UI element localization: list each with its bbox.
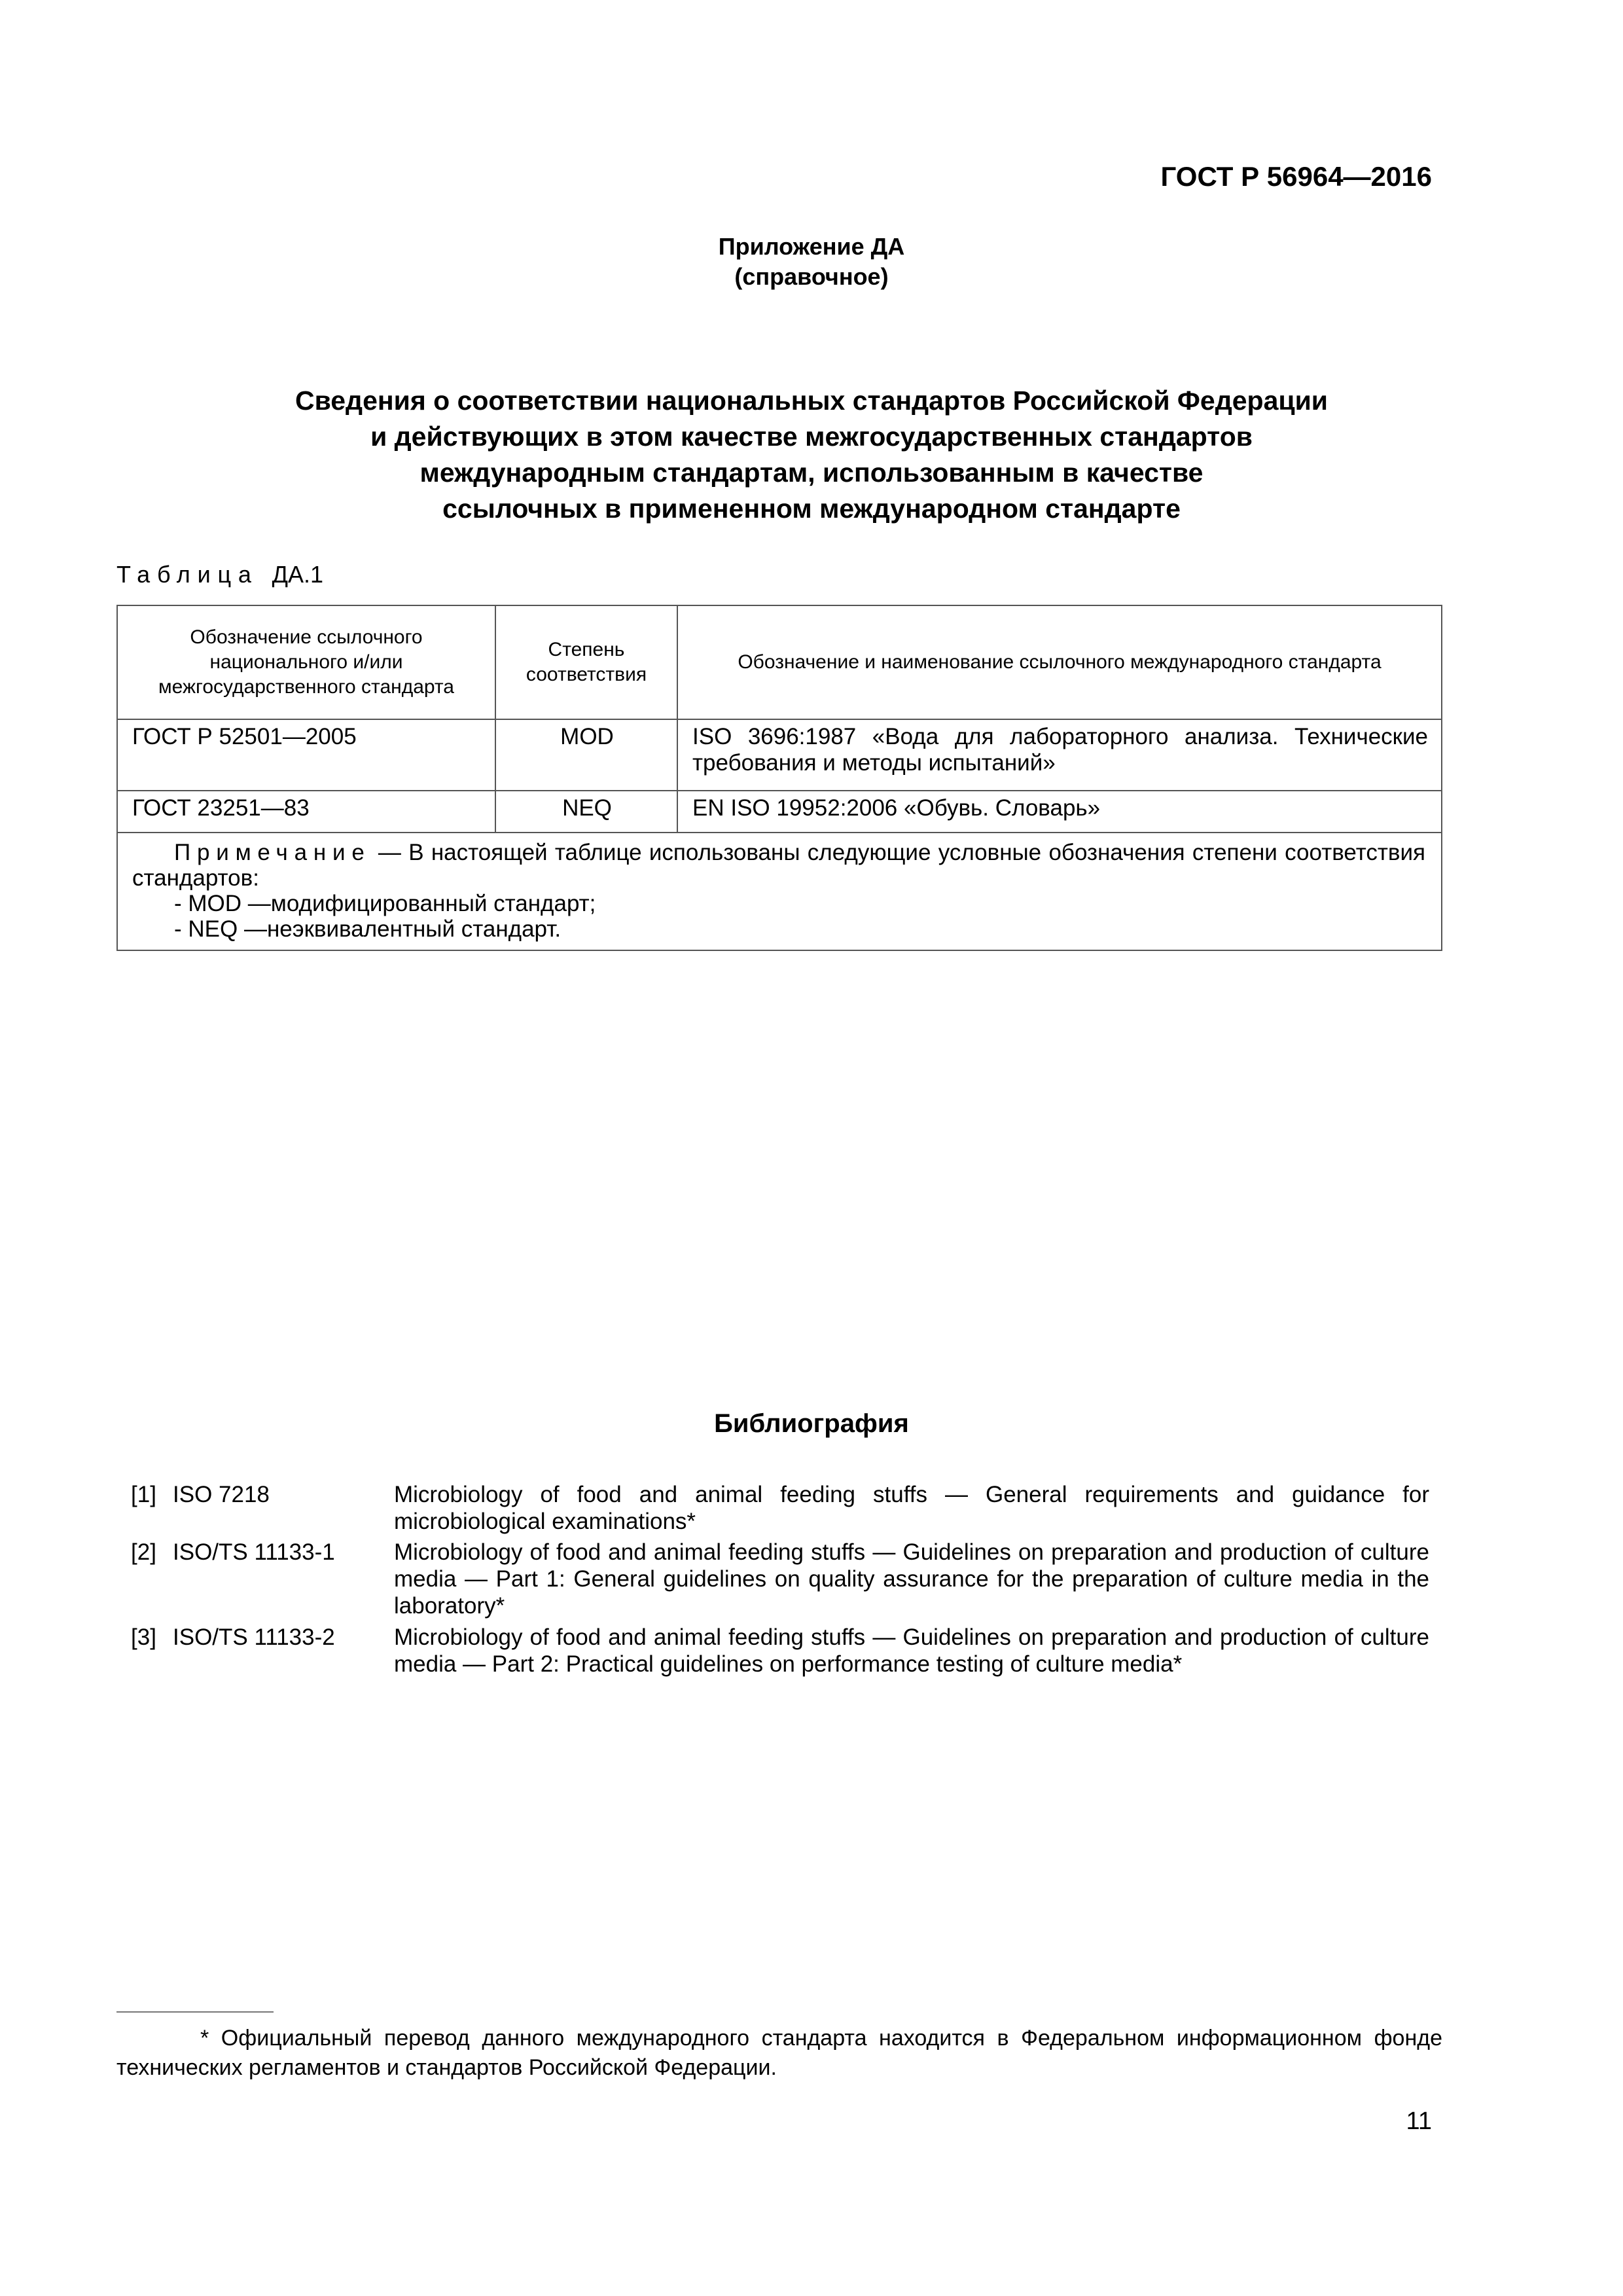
appendix-subtitle: (справочное) [734, 263, 889, 290]
bib-code: ISO/TS 11133-1 [173, 1539, 335, 1565]
bibliography-title: Библиография [714, 1409, 909, 1438]
table-row [117, 791, 1442, 833]
footnote-line: * Официальный перевод данного международного стандарта находится в Федеральном информационном [200, 2026, 1362, 2051]
table-caption [116, 561, 323, 588]
cell-international: ISO 3696:1987 «Вода для лабораторного анализа. Технические требования и методы испытаний» [677, 719, 1442, 791]
bib-code: ISO/TS 11133-2 [173, 1624, 335, 1650]
bib-text: Microbiology of food and animal feeding stuffs — Guidelines on preparation and production of culture media — Part 1: General guidelines on quality assurance for the preparation of culture media in the laboratory* [394, 1539, 1429, 1619]
bib-code: ISO 7218 [173, 1482, 270, 1507]
bib-text: Microbiology of food and animal feeding stuffs — Guidelines on preparation and production of culture media — Part 2: Practical guidelines on performance testing of culture media* [394, 1624, 1429, 1677]
footnote [116, 2024, 1442, 2083]
bibliography-item [131, 1481, 1429, 1535]
main-title-line: ссылочных в примененном международном стандарте [442, 493, 1181, 524]
header-degree: Степень соответствия [495, 605, 677, 719]
bibliography-item [131, 1539, 1429, 1619]
note-item: - NEQ —неэквивалентный стандарт. [174, 916, 562, 942]
appendix-title: Приложение ДА [718, 233, 905, 260]
correspondence-table [116, 605, 1442, 951]
bib-number: [3] [131, 1624, 156, 1650]
cell-national: ГОСТ 23251—83 [117, 791, 495, 833]
page-number: 11 [1406, 2108, 1432, 2135]
footnote-divider [116, 2011, 274, 2013]
document-code: ГОСТ Р 56964—2016 [1160, 161, 1432, 192]
bibliography-item [131, 1624, 1429, 1677]
footnote-line: фонде технических регламентов и стандартов Российской Федерации. [116, 2026, 1442, 2080]
table-caption-word: Таблица [116, 561, 259, 588]
table-note-row [117, 833, 1442, 950]
bib-text: Microbiology of food and animal feeding stuffs — General requirements and guidance for microbiological examinations* [394, 1482, 1429, 1534]
bib-number: [1] [131, 1482, 156, 1507]
table-caption-number: ДА.1 [272, 561, 323, 588]
header-national-standard: Обозначение ссылочного национального и/или межгосударственного стандарта [117, 605, 495, 719]
main-title-line: и действующих в этом качестве межгосударственных стандартов [370, 422, 1253, 452]
note-paragraph [132, 840, 1425, 891]
main-title-line: международным стандартам, использованным в качестве [419, 457, 1204, 488]
bib-number: [2] [131, 1539, 156, 1565]
note-label: Примечание [174, 840, 371, 865]
main-title [0, 383, 1623, 527]
table-note [117, 833, 1442, 950]
cell-degree: NEQ [495, 791, 677, 833]
header-international-standard: Обозначение и наименование ссылочного международного стандарта [677, 605, 1442, 719]
note-item: - MOD —модифицированный стандарт; [174, 891, 596, 916]
table-header-row [117, 605, 1442, 719]
cell-national: ГОСТ Р 52501—2005 [117, 719, 495, 791]
cell-international: EN ISO 19952:2006 «Обувь. Словарь» [677, 791, 1442, 833]
cell-degree: MOD [495, 719, 677, 791]
table-row [117, 719, 1442, 791]
note-text: — В настоящей таблице использованы следующие условные обозначения степени соответствия стандартов: [132, 840, 1425, 891]
main-title-line: Сведения о соответствии национальных стандартов Российской Федерации [294, 386, 1329, 416]
